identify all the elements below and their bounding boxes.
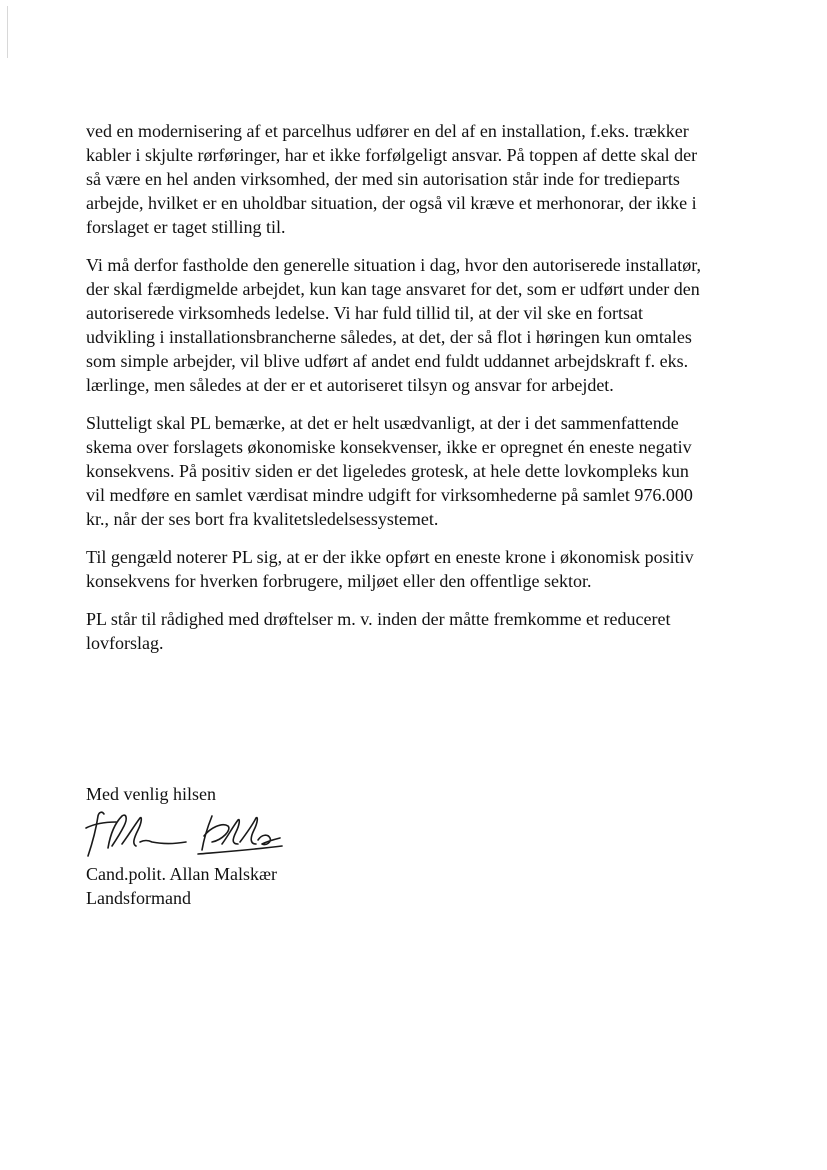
text-line: ved en modernisering af et parcelhus udfører en del af en installation, f.eks. trækker bbox=[86, 121, 689, 141]
text-line: Vi må derfor fastholde den generelle situation i dag, hvor den autoriserede installatør, bbox=[86, 255, 701, 275]
text-line: så være en hel anden virksomhed, der med sin autorisation står inde for tredieparts bbox=[86, 169, 680, 189]
text-line: konsekvens. På positiv siden er det ligeledes grotesk, at hele dette lovkompleks kun bbox=[86, 461, 689, 481]
paragraph-positive-consequences bbox=[86, 545, 776, 593]
text-line: arbejde, hvilket er en uholdbar situation, der også vil kræve et merhonorar, der ikke i bbox=[86, 193, 697, 213]
text-line: der skal færdigmelde arbejdet, kun kan tage ansvaret for det, som er udført under den bbox=[86, 279, 700, 299]
text-line: skema over forslagets økonomiske konsekvenser, ikke er opregnet én eneste negativ bbox=[86, 437, 692, 457]
text-line: autoriserede virksomheds ledelse. Vi har fuld tillid til, at der vil ske en fortsat bbox=[86, 303, 643, 323]
text-line: lærlinge, men således at der er et autoriseret tilsyn og ansvar for arbejdet. bbox=[86, 375, 614, 395]
signer-name: Cand.polit. Allan Malskær bbox=[86, 864, 277, 884]
text-line: Slutteligt skal PL bemærke, at det er helt usædvanligt, at der i det sammenfattende bbox=[86, 413, 679, 433]
letter-body bbox=[86, 119, 776, 669]
text-line: udvikling i installationsbrancherne således, at det, der så flot i høringen kun omtales bbox=[86, 327, 692, 347]
text-line: kabler i skjulte rørføringer, har et ikke forfølgeligt ansvar. På toppen af dette skal der bbox=[86, 145, 698, 165]
text-line: Til gengæld noterer PL sig, at er der ikke opført en eneste krone i økonomisk positiv bbox=[86, 547, 694, 567]
paragraph-economic-consequences bbox=[86, 411, 776, 531]
text-line: som simple arbejder, vil blive udført af andet end fuldt uddannet arbejdskraft f. eks. bbox=[86, 351, 689, 371]
paragraph-availability bbox=[86, 607, 776, 655]
paragraph-liability bbox=[86, 119, 776, 239]
text-line: konsekvens for hverken forbrugere, miljøet eller den offentlige sektor. bbox=[86, 571, 592, 591]
paragraph-authorisation bbox=[86, 253, 776, 397]
text-line: PL står til rådighed med drøftelser m. v. inden der måtte fremkomme et reduceret bbox=[86, 609, 671, 629]
handwritten-signature-icon bbox=[82, 806, 302, 862]
text-line: kr., når der ses bort fra kvalitetsledelsessystemet. bbox=[86, 509, 439, 529]
signer-title: Landsformand bbox=[86, 888, 191, 908]
scan-edge-mark bbox=[7, 6, 8, 58]
text-line: vil medføre en samlet værdisat mindre udgift for virksomhederne på samlet 976.000 bbox=[86, 485, 693, 505]
signature-block bbox=[86, 782, 486, 910]
text-line: forslaget er taget stilling til. bbox=[86, 217, 286, 237]
closing-greeting: Med venlig hilsen bbox=[86, 784, 216, 804]
text-line: lovforslag. bbox=[86, 633, 164, 653]
